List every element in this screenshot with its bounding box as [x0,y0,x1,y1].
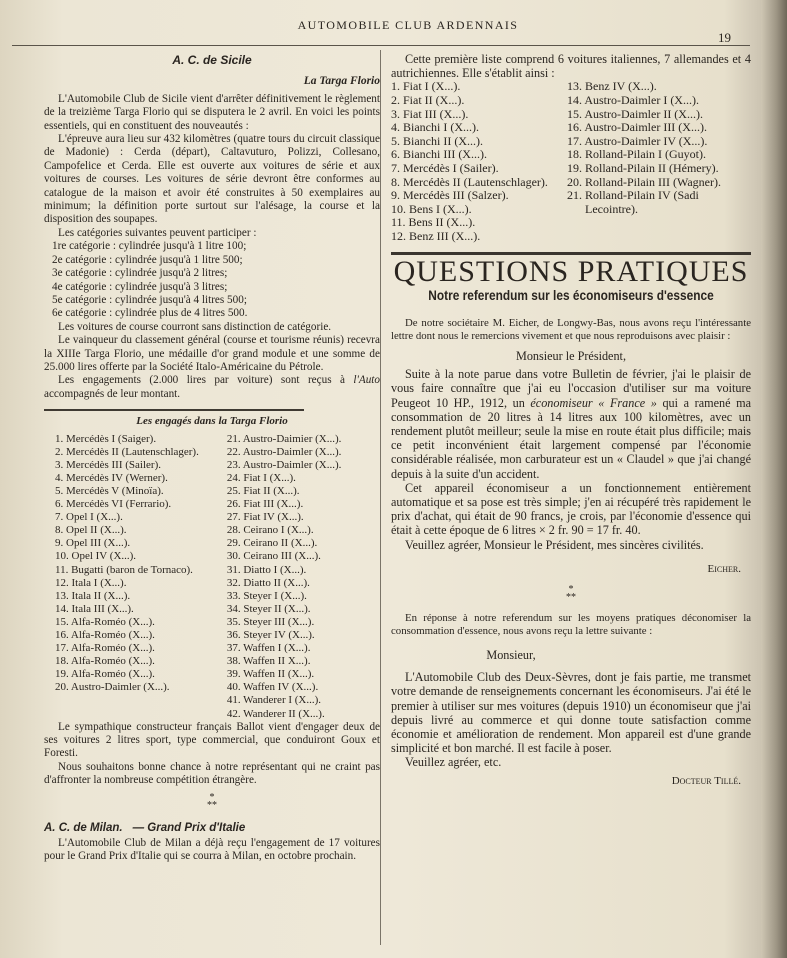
list-item: 8. Mercédès II (Lautenschlager). [391,174,548,189]
subtitle-targa-florio: La Targa Florio [303,75,380,88]
list-item: 12. Benz III (X...). [391,228,481,243]
list-item: 11. Bugatti (baron de Tornaco). [55,563,193,576]
list-item: 15. Alfa-Roméo (X...). [55,615,155,628]
list-item: 1. Fiat I (X...). [391,79,461,94]
vehicle-list-col-2 [567,80,747,243]
list-item: 38. Waffen II X...). [226,655,311,668]
list-item: 16. Austro-Daimler III (X...). [567,120,707,135]
list-item: 9. Mercédès III (Salzer). [391,188,509,203]
list-item: 42. Wanderer II (X...). [226,707,325,720]
section-title-questions: QUESTIONS PRATIQUES [393,254,749,288]
paragraph: Suite à la note parue dans votre Bulletin de février, j'ai le plaisir de vous faire connaître que j'ai eu l'occasion d'utiliser sur ma voiture Peugeot 10 HP., 1912, un économiseur « France » qui a ramené ma consommation de 20 litres à 14 litres aux 100 kilomètres, avec un rendement plutôt meilleur; seule la mise en route était plus difficile; mais ce petit inconvénient était largement compensé par l'économie considérable réalisée, mon carburateur est un « Claudel » que j'ai changé depuis à la suite d'un accident. [391,367,751,481]
running-header: AUTOMOBILE CLUB ARDENNAIS [297,18,519,32]
list-item: 33. Steyer I (X...). [226,589,307,602]
section-separator-stars: * ** [566,583,576,603]
list-item: 21. Austro-Daimier (X...). [226,432,342,445]
list-item: 40. Waffen IV (X...). [226,681,319,694]
list-item: 21. Rolland-Pilain IV (Sadi Lecointre). [567,188,699,216]
list-item: 10. Bens I (X...). [391,201,472,216]
salutation: Monsieur le Président, [515,348,626,363]
paragraph: Les voitures de course courront sans distinction de catégorie. [58,320,332,333]
category-item: 5e catégorie : cylindrée jusqu'à 4 litres 500; [52,293,247,306]
signature-eicher: Eicher. [707,562,741,575]
list-item: 37. Waffen I (X...). [226,642,311,655]
list-item: 19. Alfa-Roméo (X...). [55,668,155,681]
category-item: 4e catégorie : cylindrée jusqu'à 3 litres; [52,280,228,293]
list-item: 20. Rolland-Pilain III (Wagner). [567,174,721,189]
list-item: 36. Steyer IV (X...). [226,628,315,641]
list-item: 32. Diatto II (X...). [226,576,310,589]
list-item: 27. Fiat IV (X...). [226,511,304,524]
list-item: 11. Bens II (X...). [391,215,476,230]
list-item: 29. Ceirano II (X...). [226,537,318,550]
paragraph: En réponse à notre referendum sur les moyens pratiques déconomiser la consommation d'essence, nous avons reçu la lettre suivante : [391,611,751,637]
list-item: 17. Alfa-Roméo (X...). [55,642,155,655]
list-item: 25. Fiat II (X...). [226,484,300,497]
list-item: 3. Mercédès III (Sailer). [55,458,161,471]
list-item: 7. Mercédès I (Sailer). [391,160,499,175]
list-item: 8. Opel II (X...). [55,524,127,537]
list-item: 22. Austro-Daimler (X...). [226,445,342,458]
list-item: 18. Alfa-Roméo (X...). [55,655,155,668]
signature-tille: Docteur Tillé. [671,774,741,787]
entrants-table [44,433,380,721]
list-item: 7. Opel I (X...). [55,511,123,524]
paragraph: Veuillez agréer, etc. [405,755,502,770]
list-item: 9. Opel III (X...). [55,537,131,550]
category-item: 2e catégorie : cylindrée jusqu'à 1 litre 500; [52,253,243,266]
list-item: 28. Ceirano I (X...). [226,524,314,537]
category-list [44,240,380,320]
paragraph: L'Automobile Club de Sicile vient d'arrêter définitivement le règlement de la treizième Targa Florio qui se disputera le 2 avril. En voici les points essentiels, qui en constituent des nouveautés : [44,92,380,132]
list-item: 12. Itala I (X...). [55,576,127,589]
category-item: 3e catégorie : cylindrée jusqu'à 2 litres; [52,267,228,280]
page-edge-shadow [761,0,787,958]
category-item: 1re catégorie : cylindrée jusqu'à 1 litre 100; [52,240,247,253]
column-divider [380,50,381,945]
list-item: 30. Ceirano III (X...). [226,550,321,563]
list-item: 14. Austro-Daimler I (X...). [567,93,699,107]
list-item: 2. Fiat II (X...). [391,93,465,107]
list-item: 24. Fiat I (X...). [226,471,296,484]
vehicle-list-col-1 [391,80,567,243]
list-item: 18. Rolland-Pilain I (Guyot). [567,147,706,162]
milan-title: A. C. de Milan. [44,821,123,834]
list-item: 6. Bianchi III (X...). [391,147,487,162]
list-item: 16. Alfa-Roméo (X...). [55,628,155,641]
entrants-col-2 [216,433,380,721]
list-item: 10. Opel IV (X...). [55,550,137,563]
category-item: 6e catégorie : cylindrée plus de 4 litres 500. [52,307,248,320]
paragraph: Veuillez agréer, Monsieur le Président, mes sincères civilités. [405,537,704,552]
list-item: 5. Mercédès V (Minoïa). [55,484,164,497]
list-item: 26. Fiat III (X...). [226,498,304,511]
list-item: 5. Bianchi II (X...). [391,133,483,148]
list-item: 39. Waffen II (X...). [226,668,315,681]
list-item: 41. Wanderer I (X...). [226,694,322,707]
list-item: 1. Mercédès I (Saiger). [55,432,157,445]
section-title-milan [44,822,380,835]
list-item: 34. Steyer II (X...). [226,602,311,615]
paragraph: L'Automobile Club de Milan a déjà reçu l'engagement de 17 voitures pour le Grand Prix d'Italie qui se courra à Milan, en octobre prochain. [44,837,380,863]
paragraph: Le sympathique constructeur français Ballot vient d'engager deux de ses voitures 2 litres sport, type commercial, que conduiront Goux et Foresti. [44,720,380,760]
page-number: 19 [718,30,731,45]
entrants-col-1 [44,433,216,721]
list-item: 17. Austro-Daimler IV (X...). [567,133,708,148]
section-title-sicile: A. C. de Sicile [172,53,252,67]
paragraph: Les catégories suivantes peuvent participer : [58,226,257,239]
paragraph: Cet appareil économiseur a un fonctionnement entièrement automatique et sa pose est très simple; j'en ai récupéré très rapidement le prix d'achat, qui était de 90 francs, je crois, par l'économie d'essence qui était à cette époque de 6 litres × 2 fr. 90 = 17 fr. 40. [391,480,751,538]
paragraph: Nous souhaitons bonne chance à notre représentant qui ne craint pas d'affronter la nombreuse compétition étrangère. [44,760,380,787]
list-item: 15. Austro-Daimler II (X...). [567,106,703,121]
list-item: 20. Austro-Daimler (X...). [55,681,170,694]
list-item: 3. Fiat III (X...). [391,106,469,121]
paragraph: Cette première liste comprend 6 voitures italiennes, 7 allemandes et 4 autrichiennes. Elle s'établit ainsi : [391,52,751,81]
paragraph: Le vainqueur du classement général (course et tourisme réunis) recevra la XIIIe Targa Florio, une médaille d'or grand module et une somme de 25.000 lires offerte par la Société Italo-Américaine du Pétrole. [44,334,380,373]
list-item: 13. Itala II (X...). [55,589,131,602]
list-item: 2. Mercédès II (Lautenschlager). [55,445,199,458]
salutation: Monsieur, [486,647,536,662]
list-item: 4. Bianchi I (X...). [391,120,479,135]
milan-subtitle: — Grand Prix d'Italie [132,821,246,834]
paragraph: Les engagements (2.000 lires par voiture) sont reçus à l'Auto accompagnés de leur montant. [44,374,380,400]
list-item: 4. Mercédès IV (Werner). [55,471,168,484]
list-item: 13. Benz IV (X...). [567,79,657,94]
header-rule [12,45,750,46]
section-separator-stars: * ** [207,791,217,811]
left-column [44,50,380,864]
list-item: 19. Rolland-Pilain II (Hémery). [567,160,719,175]
list-item: 31. Diatto I (X...). [226,563,307,576]
engages-title: Les engagés dans la Targa Florio [136,415,288,428]
article-title: Notre referendum sur les économiseurs d'essence [428,287,714,303]
vehicle-list [391,80,751,243]
list-item: 6. Mercédès VI (Ferrario). [55,498,172,511]
list-item: 35. Steyer III (X...). [226,615,315,628]
list-item: 14. Itala III (X...). [55,602,134,615]
right-column [391,52,751,798]
section-rule [44,409,304,411]
paragraph: De notre sociétaire M. Eicher, de Longwy-Bas, nous avons reçu l'intéressante lettre dont nous le remercions vivement et que nous reproduisons avec plaisir : [391,316,751,342]
paragraph: L'Automobile Club des Deux-Sèvres, dont je fais partie, me transmet votre demande de renseignements concernant les économiseurs. J'ai été le premier à utiliser sur mes voitures (depuis 1910) un économiseur que j'ai depuis livré au commerce et qui donne toute satisfaction comme économie et amélioration de rendement. Mon appareil est d'une grande simplicité et bon marché. Il est facile à poser. [391,670,751,756]
list-item: 23. Austro-Daimler (X...). [226,458,342,471]
paragraph: L'épreuve aura lieu sur 432 kilomètres (quatre tours du circuit classique de Madonie) : Cerda (départ), Caltavuturo, Polizzi, Collesano, Campofelice et Cerda. Elle est ouverte aux voitures de série et aux voitures de courses. Les voitures de série devront être conformes au catalogue de la maison et avoir été construites à 50 exemplaires au minimum; la définition porte surtout sur l'alésage, la course et la disposition des soupapes. [44,133,380,226]
